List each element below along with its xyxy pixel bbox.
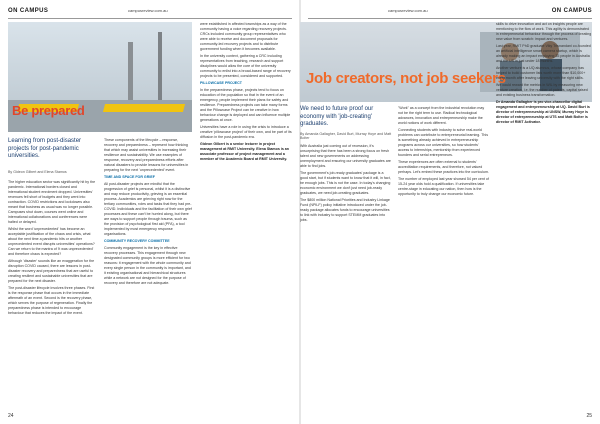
subheading: TIME AND SPACE FOR GRIEF <box>104 175 155 179</box>
article-column-2 <box>398 106 490 406</box>
paragraph: The government's job-ready graduates' package is a good start, but if students want to know that it will, in fact, be enough jobs. This is not the case. In today's changing economic environment we don't just need job-ready graduates, we need job-creating graduates. <box>300 171 391 195</box>
header-rule <box>308 18 592 19</box>
paragraph: These experiences are often external to students' accreditation requirements, and therefore, not valued perhaps. Let's embed these practices into the curriculum. <box>398 160 489 174</box>
byline: By Gideon Gilbert and Elena Stamos <box>8 170 67 174</box>
article-column-2 <box>104 138 192 406</box>
headline: We need to future proof our economy with 'job-creating' graduates. <box>300 106 374 127</box>
right-page <box>300 0 600 424</box>
paragraph: Another venture is a UQ alumnus, whose company has helped to build customer lists worth more than $10,000+ every month after leaving university with the right skills. <box>496 66 586 80</box>
paragraph: Although 'disaster' sounds like an exaggeration for the disruption COVID caused, there are lessons in post-disaster recovery and preparedness that are useful to creating resilient and sustainable universities that are prepared for the next disaster. <box>8 259 95 283</box>
article-column-1 <box>8 180 96 405</box>
page-number: 24 <box>8 413 14 419</box>
hazard-tape <box>103 104 185 112</box>
section-label: ON CAMPUS <box>8 8 49 14</box>
paragraph: "Work" as a concept from the industrial revolution may not be the right term to use. Radical technological advances, innovation and entrepreneurship make the world notions of work different. <box>398 106 485 125</box>
headline: Learning from post-disaster projects for post-pandemic universities. <box>8 138 82 159</box>
paragraph: Universities have a role in using the crisis to introduce a creative 'pillowcase project' of their own, and be part of its diffusion in the post-pandemic era. <box>200 125 292 139</box>
paragraph: Community engagement is the key in effective recovery processes. This engagement through new designated community groups is more efficient for two reasons: it engagement with the whole community and every single person in the community is important, and it existing organisational and hierarchical structures while a network are not designed for the purpose of recovery and therefore are not adequate. <box>104 246 191 285</box>
header-rule <box>8 18 292 19</box>
paragraph: The number of employed last year showed 54 per cent of 15-24 year olds hold a qualification. If universities take centre-stage in educating our nation, then how is the opportunity to truly change our economic future. <box>398 177 489 196</box>
paragraph: Connecting students with industry to solve real-world problems can contribute to entrepreneurial learning. This is something already achieved in entrepreneurship programs across our universities, so how students' access to internships, mentorship from experienced founders and serial entrepreneurs. <box>398 128 489 157</box>
hero-title: Be prepared <box>12 103 85 118</box>
paragraph: The higher education sector was significantly hit by the pandemic. International borders closed and international student enrolment dropped. Universities' revenues fell short of budgets and they went into contraction. COVID restrictions and lockdowns also meant that business as usual was no longer possible. Campuses shut down, courses went online and international collaborations and conferences were halted or delayed. <box>8 180 96 224</box>
author-bio: Gideon Gilbert is a senior lecturer in project management at RMIT University. Elena Stamos is an associate professor of project management and a member of the Academic Board at RMIT University. <box>200 142 290 161</box>
subheading: PILLOWCASE PROJECT <box>200 81 242 85</box>
right-header <box>308 6 592 20</box>
paragraph: skills to drive innovation and act on insights people are mentioning to the flow of work. This agility is demonstrated in entrepreneurial behaviour through the process of creating new value from scratch: impact and ventures. <box>496 22 592 41</box>
byline: By Amanda Gallagher, David Burt, Murray Hoye and Matt Bolter <box>300 132 392 140</box>
paragraph: In the preparedness phase, projects tend to focus on education of the population so that in the event of an emergency, people implement their plans for safety and resilience. Preparedness projects can take many forms and the Pillowcase Project can be creative in how behaviour change is deployed and can influence multiple generations at once. <box>200 88 291 122</box>
site-url: campusreview.com.au <box>128 8 168 13</box>
author-bio: Dr Amanda Gallagher is pro vice-chancellor digital engagement and entrepreneurship at UQ. David Burt is director of entrepreneurship at UNSW, Murray Hoye is director of entrepreneurship at UTS and Matt Bolter is director of RMIT Activator. <box>496 100 590 124</box>
paragraph: The post-disaster lifecycle involves three phases. First is the response phase that occurs in the immediate aftermath of an event. Second is the recovery phase, which serves the purpose of regeneration. Finally the preparedness phase is intended to encourage behaviour that reduces the impact of the event. <box>8 286 95 315</box>
paragraph: All post-disaster projects are mindful that the progression of grief is personal, whilst it is a distinctive and may reduce productivity, grieving is an essential process. Academics are grieving right now for the tertiary communities, roles and tasks that they had pre-COVID. Individuals and the facilitation of their own grief processes and these can't be hurried along, but there are ways to support people through trauma, such as the provision of psychological first aid (PFA), a tool implemented by most emergency response organisations. <box>104 182 192 236</box>
site-url: campusreview.com.au <box>388 8 428 13</box>
paragraph: With Australia just coming out of recession, it's unsurprising that there has been a strong focus on fresh talent and new governments on addressing unemployment and ensuring our university graduates are able to find jobs. <box>300 144 391 168</box>
paragraph: were established in affected townships as a way of the community having a voice regarding recovery projects. CRCs included community group representatives who were able to receive and document proposals for community-led recovery projects and to distribute government funding when it becomes available. <box>200 22 287 51</box>
paragraph: Whilst the word 'unprecedented' has become an acceptable justification of the chaos and crisis, what about the next time a pandemic hits or another unprecedented event disrupts universities' operations? Can we return to the mantra of 'it was unprecedented' and therefore chaos is expected? <box>8 227 95 256</box>
article-column-3 <box>200 22 292 406</box>
hero-title: Job creators, not job seekers <box>306 70 506 87</box>
paragraph: Last year, RMIT PhD graduate Viky Trisnandani co-founded an artificial intelligence smart camera startup, which is already making an impact employing 35 people in Australia and the US in just under 18 months. <box>496 44 591 63</box>
paragraph: The $800 million National Priorities and Industry Linkage Fund (NPILF) policy initiative introduced under the job-ready package allocates funds to encourage universities to link with industry to support STEMM graduates into jobs. <box>300 198 390 222</box>
article-column-1 <box>300 144 392 406</box>
hero-image <box>8 22 192 132</box>
paragraph: In the university context, gathering a CRC including representatives from teaching, research and support disciplines would allow the core of the university community to enlist into a broad-based range of recovery projects to be presented, considered and supported. <box>200 54 291 78</box>
section-label: ON CAMPUS <box>551 8 592 14</box>
paragraph: We could reward the metrics in WIL by measuring new venture creation, i.e. the number of patents, capital raised and existing business transformation. <box>496 83 588 97</box>
article-column-3 <box>496 22 592 406</box>
page-number: 25 <box>586 413 592 419</box>
subheading: COMMUNITY RECOVERY COMMITTEE <box>104 239 170 243</box>
left-header <box>8 6 292 20</box>
paragraph: These components of the lifecycle – response, recovery and preparedness – represent how thinking that which may assist universities in increasing their resilience and sustainability. We use examples of response, recovery and preparedness efforts after natural disasters to provide lessons for universities in preparing for the next 'unprecedented' event. <box>104 138 189 172</box>
